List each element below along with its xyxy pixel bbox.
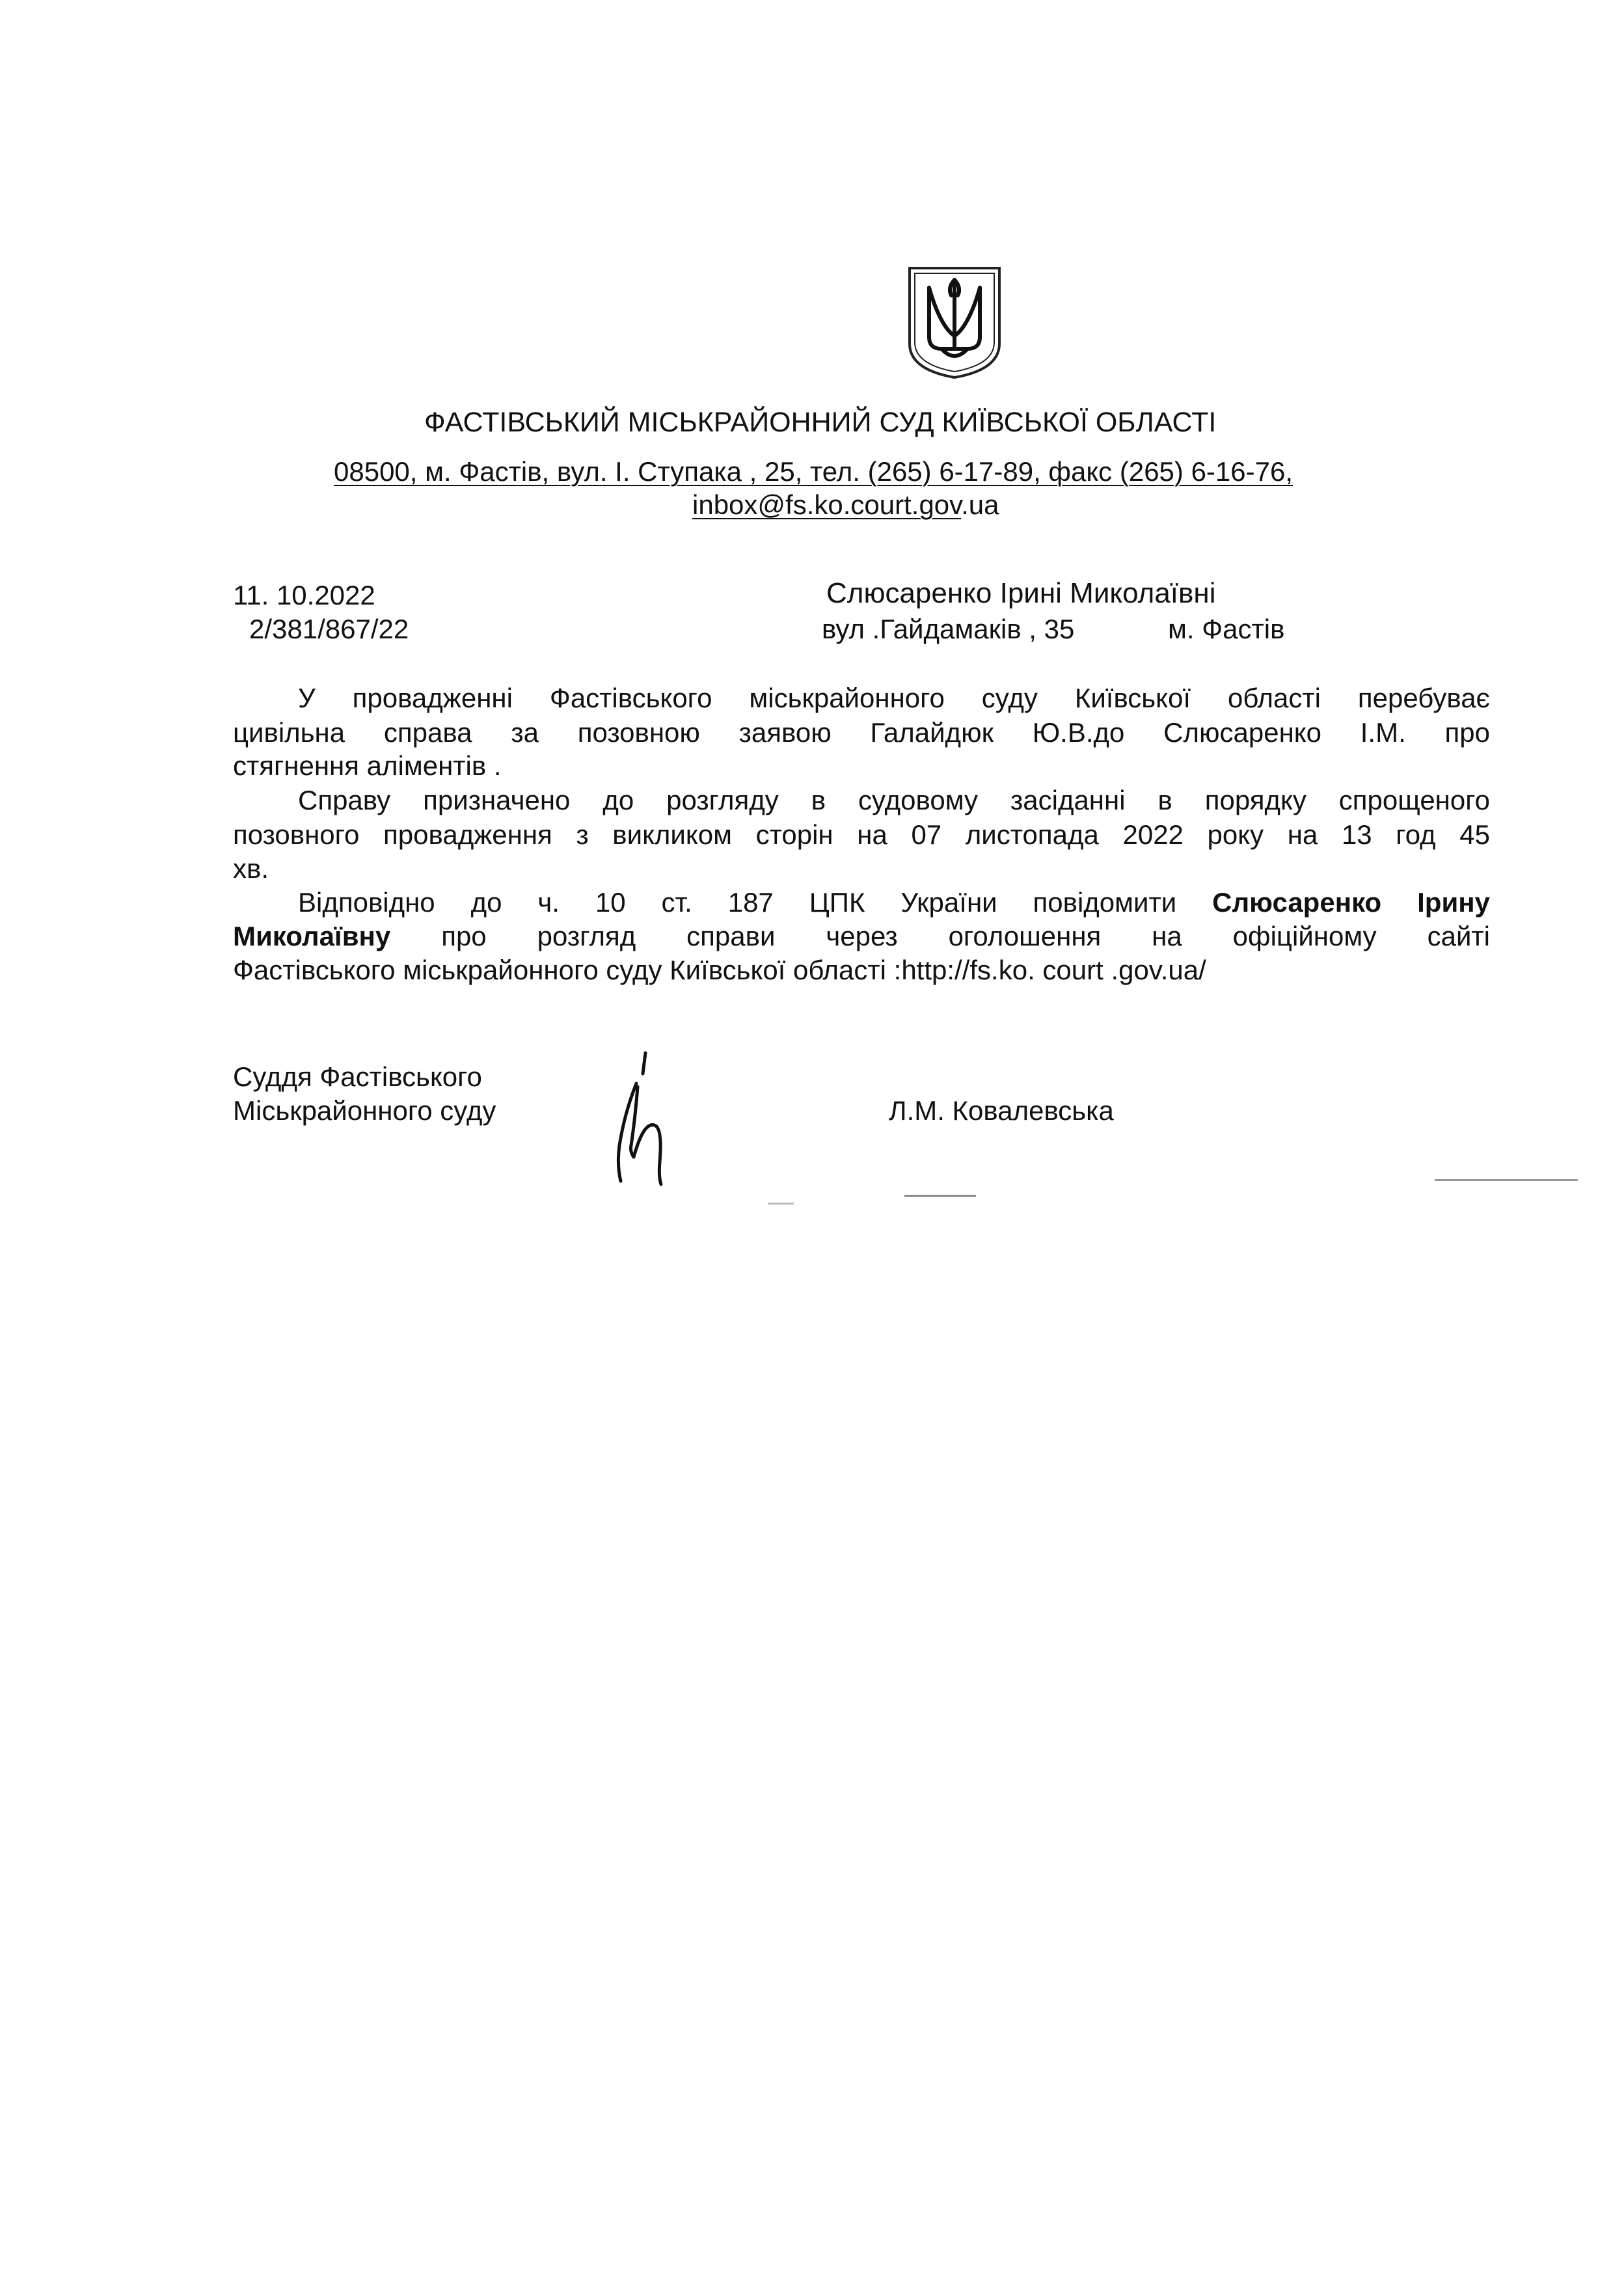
judge-title-line1: Суддя Фастівського [233,1061,482,1092]
judge-name: Л.М. Ковалевська [889,1095,1114,1126]
recipient-name: Слюсаренко Ірині Миколаївні [826,577,1216,609]
respondent-patronymic-bold: Миколаївну [233,921,391,951]
body-p3-line2-text: про розгляд справи через оголошення на офіційному сайті [390,921,1490,951]
judge-title-line2: Міськрайонного суду [233,1095,496,1126]
court-email-link[interactable]: inbox@fs.ko.court.gov [692,489,962,520]
court-address: 08500, м. Фастів, вул. І. Ступака , 25, тел. (265) 6-17-89, факс (265) 6-16-76, [334,456,1293,487]
court-email [692,489,999,521]
respondent-name-bold: Слюсаренко Ірину [1212,887,1490,918]
body-p3-line1-text: Відповідно до ч. 10 ст. 187 ЦПК України повідомити [298,887,1213,918]
court-name: ФАСТІВСЬКИЙ МІСЬКРАЙОННИЙ СУД КИЇВСЬКОЇ ОБЛАСТІ [424,407,1217,438]
coat-of-arms-emblem [906,266,1003,380]
scan-mark [904,1195,976,1197]
letter-date: 11. 10.2022 [233,580,375,610]
recipient-street: вул .Гайдамаків , 35 [822,614,1075,644]
scan-mark [768,1203,794,1205]
court-email-tail: .ua [961,489,999,520]
body-p1-line2: цивільна справа за позовною заявою Галайдюк Ю.В.до Слюсаренко І.М. про [233,717,1490,748]
body-p3-line1 [233,886,1490,919]
body-p2-line1: Справу призначено до розгляду в судовому засіданні в порядку спрощеного [298,785,1490,815]
body-p1-line1: У провадженні Фастівського міськрайонного суду Київської області перебуває [298,683,1490,713]
body-p2-line3: хв. [233,853,269,884]
case-number: 2/381/867/22 [249,614,409,644]
scan-mark [1435,1179,1578,1181]
handwritten-signature [605,1048,690,1191]
recipient-city: м. Фастів [1168,614,1285,644]
body-p3-line3: Фастівського міськрайонного суду Київської області :http://fs.ko. court .gov.ua/ [233,955,1206,985]
body-p1-line3: стягнення аліментів . [233,750,502,781]
body-p2-line2: позовного провадження з викликом сторін на 07 листопада 2022 року на 13 год 45 [233,819,1490,850]
body-p3-line2 [233,920,1490,953]
